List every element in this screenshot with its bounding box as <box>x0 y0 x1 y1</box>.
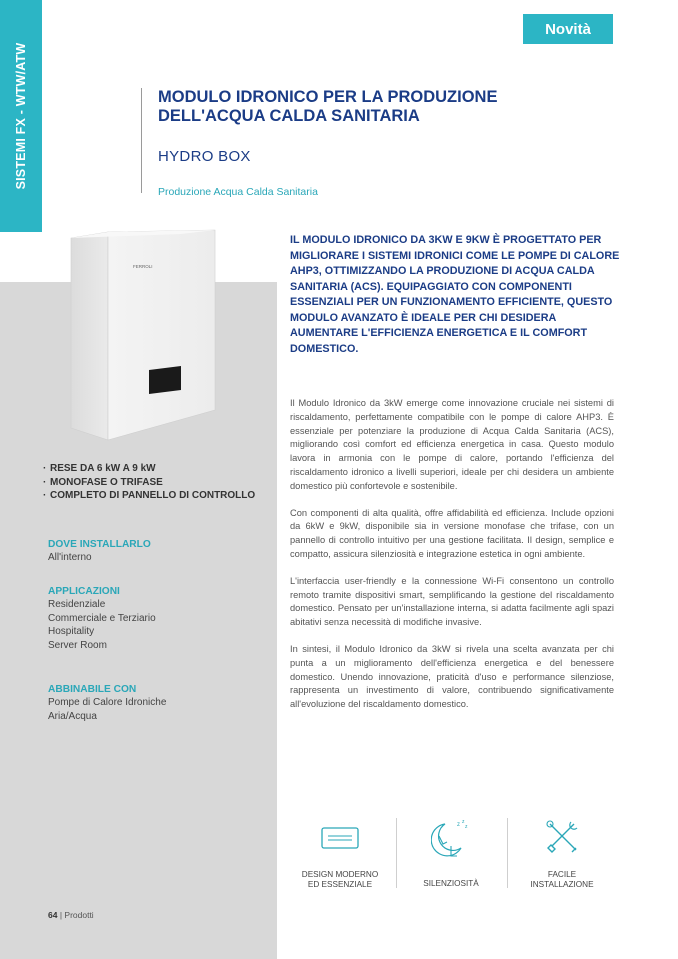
product-brand-label: FERROLI <box>133 264 153 269</box>
page-footer: 64 | Prodotti <box>48 910 94 920</box>
where-item: All'interno <box>48 552 92 563</box>
tools-icon <box>544 820 580 856</box>
feature-icon-label <box>396 879 506 889</box>
feature-item: · RESE DA 6 kW A 9 kW <box>44 462 274 476</box>
applications-section <box>48 585 268 652</box>
page-title <box>158 88 558 126</box>
icon-label-line: DESIGN MODERNO <box>301 870 379 879</box>
application-item: Server Room <box>48 639 107 651</box>
feature-icon-silence <box>396 818 506 888</box>
body-paragraph: Con componenti di alta qualità, offre affidabilità ed efficienza. Include opzioni da 6kW e 9kW, disponibile sia in versione monofase che trifase, con un pannello di controllo intuitivo per una gestione facilitata. Il design, semplice e compatto, assicura silenziosità e integrazione estetica in ogni ambiente. <box>290 507 614 559</box>
header-divider <box>141 88 142 193</box>
icon-label-line: FACILE <box>547 870 577 879</box>
compatible-item: Aria/Acqua <box>48 710 97 722</box>
side-tab-label: SISTEMI FX - WTW/ATW <box>14 42 28 190</box>
body-paragraph: L'interfaccia user-friendly e la connessione Wi-Fi consentono un controllo remoto tramite dispositivi smart, semplificando la gestione del riscaldamento domestico. Pensato per un'installazione interna, si adatta facilmente agli spazi abitativi senza necessità di modifiche invasive. <box>290 575 614 628</box>
title-line-1: MODULO IDRONICO PER LA PRODUZIONE <box>158 88 498 106</box>
where-heading: DOVE INSTALLARLO <box>48 539 151 550</box>
application-item: Commerciale e Terziario <box>48 612 156 624</box>
title-line-2: DELL'ACQUA CALDA SANITARIA <box>158 107 420 125</box>
svg-text:z: z <box>465 824 468 830</box>
panel-icon <box>320 824 360 852</box>
feature-list <box>44 462 274 503</box>
body-paragraph: Il Modulo Idronico da 3kW emerge come innovazione cruciale nei sistemi di riscaldamento, perfettamente compatibile con le pompe di calore AHP3. È essenziale per potenziare la produzione di Acqua Calda Sanitaria (ACS), migliorando così comfort ed efficienza energetica in casa. Questo modulo lavora in armonia con le pompe di calore, portando l'efficienza del riscaldamento idronico a livelli superiori, ideale per chi desidera un ambiente domestico più confortevole e sostenibile. <box>290 398 614 491</box>
product-category: Produzione Acqua Calda Sanitaria <box>158 186 318 198</box>
sleep-icon <box>431 818 471 860</box>
footer-section: Prodotti <box>64 910 94 920</box>
svg-text:z: z <box>462 819 465 825</box>
feature-item: · COMPLETO DI PANNELLO DI CONTROLLO <box>44 489 274 503</box>
side-tab <box>0 0 42 232</box>
novita-badge: Novità <box>523 14 613 44</box>
icon-label-line: ED ESSENZIALE <box>307 880 373 889</box>
page-number: 64 <box>48 910 58 920</box>
application-item: Hospitality <box>48 626 95 637</box>
body-text <box>290 397 614 725</box>
feature-icon-label <box>507 870 617 890</box>
product-image <box>63 228 223 443</box>
compatible-item: Pompe di Calore Idroniche <box>48 697 167 708</box>
product-name: HYDRO BOX <box>158 148 251 165</box>
where-section <box>48 538 268 565</box>
compatible-heading: ABBINABILE CON <box>48 684 137 695</box>
application-item: Residenziale <box>48 599 106 610</box>
icon-label-line: INSTALLAZIONE <box>530 880 594 889</box>
feature-icon-design <box>285 818 395 888</box>
compatible-section <box>48 683 268 723</box>
icon-label-line: SILENZIOSITÀ <box>423 879 479 888</box>
body-paragraph: In sintesi, il Modulo Idronico da 3kW si rivela una scelta avanzata per chi punta a un miglioramento dell'efficienza energetica e del benessere domestico. Unendo innovazione, praticità d'uso e performance silenziose, rappresenta un investimento di valore, contribuendo significativamente all'evoluzione del riscaldamento domestico. <box>290 643 614 710</box>
feature-icon-label <box>285 870 395 890</box>
lead-paragraph: IL MODULO IDRONICO DA 3KW E 9KW È PROGETTATO PER MIGLIORARE I SISTEMI IDRONICI COME LE POMPE DI CALORE AHP3, OTTIMIZZANDO LA PRODUZIONE DI ACQUA CALDA SANITARIA (ACS). EQUIPAGGIATO CON COMPONENTI ESSENZIALI PER UN FUNZIONAMENTO EFFICIENTE, QUESTO MODULO AVANZATO È IDEALE PER CHI DESIDERA AUMENTARE L'EFFICIENZA ENERGETICA E IL COMFORT DOMESTICO. <box>290 234 620 355</box>
feature-item: · MONOFASE O TRIFASE <box>44 476 274 490</box>
feature-icon-installation <box>507 818 617 888</box>
svg-text:z: z <box>457 822 460 828</box>
applications-heading: APPLICAZIONI <box>48 586 120 597</box>
